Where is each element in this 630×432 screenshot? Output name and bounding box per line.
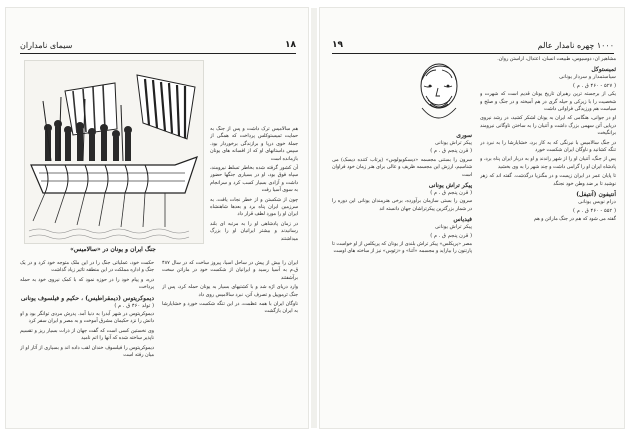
right-page-left-column bbox=[332, 132, 472, 420]
entry-title-sophron: سوری bbox=[456, 132, 472, 139]
ship-drawing bbox=[25, 61, 203, 243]
paragraph: چون از شکستن و از خطر نجات یافت، به سرزمین ایران پناه برد و بعدها شاهنشاه ایران او را مورد لطف قرار داد bbox=[210, 197, 298, 218]
entry-title: دیموکریتوس (دیمقراطیس) ، حکیم و فیلسوف یونانی bbox=[20, 294, 154, 302]
entry-years: ( تولد ۴۶۰ ق . م ) bbox=[114, 302, 154, 309]
paragraph: در جنگ سالامیس با نیرنگی که به کار برد، خشایارشا را به نبرد در تنگه کشانید و ناوگان ایران شکست خورد bbox=[480, 140, 616, 154]
paragraph: دیموکریتوس در شهر آبدرا به دنیا آمد. پدرش مردی توانگر بود و او دانش را نزد حکیمان مشرق آموخت و به مصر و ایران سفر کرد bbox=[20, 312, 154, 325]
entry-subtitle: درام نویس یونانی bbox=[578, 199, 616, 206]
left-header-rule bbox=[20, 53, 296, 54]
salamis-battle-illustration bbox=[24, 60, 204, 244]
paragraph: یکی از برجسته ترین رهبران تاریخ یونان قدیم است که شهرت و شخصیت را با زیرکی و حیله گری در هم آمیخته و در جنگ و صلح و سیاست هم ورزیدگی فراوانی داشت bbox=[480, 92, 616, 113]
right-page bbox=[320, 8, 624, 428]
left-page-lower-right-column bbox=[162, 260, 298, 420]
paragraph: گفته می شود که هم در جنگ ماراتن و هم bbox=[533, 216, 616, 222]
entry-subtitle: پیکر تراش یونانی bbox=[434, 140, 472, 146]
portrait-drawing bbox=[408, 56, 470, 126]
right-page-header bbox=[332, 38, 614, 52]
paragraph: مشاهیر آن: دوسیوس، طبیعت انسان، اعتدال، آراستن روان. bbox=[497, 57, 616, 62]
entry-title-antiphon: آنتیفون (آنتیفل) bbox=[576, 191, 616, 199]
themistocles-portrait bbox=[408, 56, 470, 126]
left-page-header bbox=[20, 38, 296, 52]
right-page-right-column bbox=[480, 56, 616, 420]
book-gutter bbox=[311, 8, 317, 428]
paragraph: تا پایان عمر در ایران زیست و در مگنزیا درگذشت. گفته اند که زهر نوشید تا بر ضد وطن خود نجنگد bbox=[480, 174, 616, 187]
left-page-number: ۱۸ bbox=[285, 40, 296, 50]
left-page-title: سیمای نامداران bbox=[20, 40, 73, 50]
paragraph: مصر «پریکلس» پیکر تراش بلندی از یونان که پریکلس از او خواست تا پارتنون را بیاراید و مجسمه «آتنا» و «زئوس» نیز از ساخته های اوست bbox=[332, 242, 472, 255]
entry-title-phidias: فیدیاس bbox=[453, 216, 472, 224]
paragraph: او در جوانی، هنگامی که ایران به یونان لشکر کشید، در رشد نیروی دریایی آتن سهمی بزرگ داشت و آتنیان را به ساختن ناوگانی نیرومند برانگیخت bbox=[480, 116, 616, 137]
paragraph: دیموکریتوس را فیلسوف خندان لقب داده اند و بسیاری از آثار او از میان رفته است bbox=[20, 345, 154, 359]
right-page-title: ۱۰۰۰ چهره نامدار عالم bbox=[537, 40, 614, 50]
paragraph: آن کشور گرفته شده بخاطر تسلط نیرومند، سپاه فوق بود، او در بسیاری جنگها حضور داشت و آزادی بسیار کسب کرد و سرانجام به سوی آسیا رفت bbox=[210, 166, 298, 194]
paragraph: هم سالامیس ترک داشت و پس از جنگ به حمایت ثمیستوکلس پرداخت که همگی از جملهٔ خوی دریا و برازندگی برخوردار بود. سپس داستانهای او که از افسانه های یونان بازمانده است bbox=[210, 127, 298, 162]
right-page-number: ۱۹ bbox=[332, 40, 343, 50]
entry-years: ( ۵۲۷ - ۴۶۰ ق . م ) bbox=[573, 82, 616, 89]
entry-years: ( قرن پنجم ق . م ) bbox=[430, 148, 472, 155]
entry-title-themistocles: ثمیستوکل bbox=[591, 66, 616, 74]
right-header-rule bbox=[332, 53, 614, 54]
paragraph: دره، و پیام خود را در حوزه نمود که با کمک نیروی خود به حمله پرداخت bbox=[20, 277, 154, 291]
paragraph: در زمان پادشاهی او را به مرتبه ای بلند رسانیدند و بیشتر ایرانیان او را بزرگ میداشتند bbox=[210, 221, 298, 242]
entry-years: ( ۵۵۲ - ۴۶۰ ق . م ) bbox=[573, 207, 616, 214]
paragraph: وارد دریای اژه شد و با کشتیهای بسیار به یونان حمله کرد، پس از جنگ ثرموپیل و تصرف آتن، نبرد سالامیس روی داد bbox=[162, 285, 298, 298]
paragraph: سرون را بستنی مجسمه «دیسکوبولوس» (پرتاب کننده دیسک) می شناسیم، ارزش این مجسمه ظریف و عالی برای هنر زمان خود فراوان است bbox=[332, 157, 472, 178]
entry-title-sculptor: پیکر تراش یونانی bbox=[428, 182, 472, 190]
paragraph: وی نخستین کسی است که گفت جهان از ذرات بسیار ریز و تقسیم ناپذیر ساخته شده که آنها را اتم نامید bbox=[20, 328, 154, 342]
paragraph: حکمت خود، عملیاتی جنگ را در این ملک متوجه خود کرد و در یک جنگ و اداره مملکت در این منطقه تاثیر زیاد گذاشت bbox=[20, 261, 154, 274]
left-page bbox=[6, 8, 308, 428]
paragraph: پس از جنگ، آتنیان او را از شهر راندند و او به دربار ایران پناه برد، و پادشاه ایران او را گرامی داشت و چند شهر را به وی بخشید bbox=[480, 157, 616, 170]
paragraph: ایران را بیش از پیش در ساحل آسیا، پیروز ساخت که در سال ۴۸۷ ق.م به آسیا رسید و ایرانیان از شکست خود در ماراتن سخت برآشفتند bbox=[162, 261, 298, 281]
figure-caption: جنگ ایران و یونان در «سالامیس» bbox=[70, 246, 156, 253]
left-page-column-beside-figure bbox=[210, 126, 298, 248]
entry-subtitle: پیکر تراش یونانی bbox=[434, 224, 472, 231]
entry-years: ( قرن پنجم ق . م ) bbox=[430, 232, 472, 239]
paragraph: سرون را بستی سازمان برآورده، برخی هنرمندان یونانی این دوره را در شمار بزرگترین پیکرتراشان جهان دانسته اند bbox=[332, 199, 472, 212]
entry-years: ( قرن پنجم ق . م ) bbox=[430, 190, 472, 197]
paragraph: ناوگان ایران با همه عظمت، در این تنگه شکست خورد و خشایارشا به ایران بازگشت bbox=[162, 302, 298, 315]
left-page-lower-left-column bbox=[20, 260, 154, 420]
entry-subtitle: سیاستمدار و سردار یونانی bbox=[559, 74, 616, 81]
